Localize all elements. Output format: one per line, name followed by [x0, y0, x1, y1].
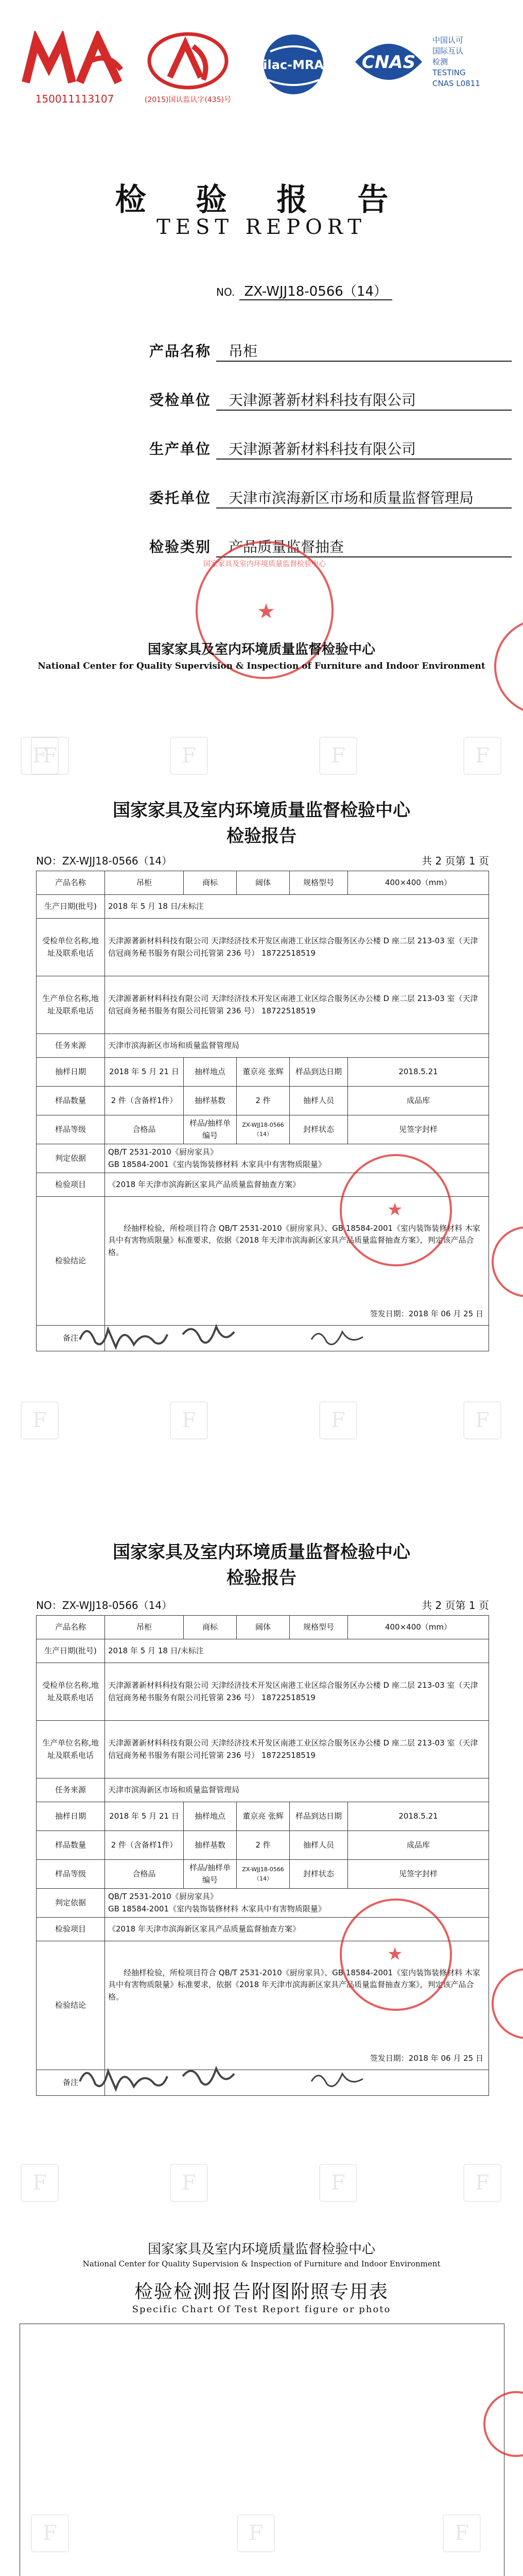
value-items: 《2018 年天津市滨海新区家具产品质量监督抽查方案》 — [105, 1173, 489, 1197]
value-product-name: 吊柜 — [105, 1616, 184, 1639]
table-row — [37, 1721, 489, 1778]
label-serial: 样品/抽样单编号 — [184, 1860, 237, 1889]
cover-footer-cn: 国家家具及室内环境质量监督检验中心 — [147, 642, 375, 657]
cnas-text: CNAS — [361, 52, 416, 73]
label-conclusion: 检验结论 — [37, 1941, 105, 2070]
cover-label: 生产单位 — [149, 440, 212, 457]
cma-logo — [21, 31, 129, 108]
value-spec: 400×400（mm） — [348, 871, 489, 895]
value-product-name: 吊柜 — [105, 871, 184, 895]
label-brand: 商标 — [184, 871, 237, 895]
table-row — [37, 1087, 489, 1115]
report-title-2: 检验报告 — [226, 826, 297, 846]
watermark-icon: F — [443, 2514, 481, 2552]
value-model: 阔体 — [237, 1616, 290, 1639]
value-grade: 合格品 — [105, 1860, 184, 1889]
label-sample-base: 抽样基数 — [184, 1831, 237, 1860]
watermark-icon: F — [319, 737, 357, 775]
cover-value: 天津市滨海新区市场和质量监督管理局 — [216, 487, 512, 509]
signature-approve-graphic — [77, 2061, 170, 2097]
label-product-name: 产品名称 — [37, 871, 105, 895]
report-seal: ★ — [340, 1899, 452, 2011]
value-prod-date: 2018 年 5 月 18 日/未标注 — [105, 1639, 489, 1663]
appendix-edge-seal — [483, 2391, 523, 2457]
label-sample-date: 抽样日期 — [37, 1802, 105, 1831]
label-producer: 生产单位名称,地址及联系电话 — [37, 976, 105, 1034]
watermark-icon: F — [463, 737, 501, 775]
watermark-icon: F — [170, 2164, 208, 2202]
value-sampler: 董京亮 张辉 — [237, 1802, 290, 1831]
appendix-org-en: National Center for Quality Supervision & Inspection of Furniture and Indoor Environment — [82, 2259, 441, 2268]
ilac-logo — [250, 31, 337, 108]
signature-main-graphic — [309, 2063, 365, 2094]
cnas-logo-graphic — [350, 31, 427, 93]
cover-label: 受检单位 — [149, 392, 212, 409]
cal-code: (2015)国认监认字(435)号 — [144, 96, 232, 104]
cma-logo-graphic — [21, 31, 129, 88]
cnas-cn2: 国际互认 — [432, 46, 464, 56]
watermark-icon: F — [21, 737, 59, 775]
report-seal: ★ — [340, 1154, 452, 1266]
cover-row-category — [149, 536, 344, 556]
value-seal-note: 见签字封样 — [348, 1860, 489, 1889]
label-serial: 样品/抽样单编号 — [184, 1115, 237, 1144]
value-sample-date: 2018 年 5 月 21 日 — [105, 1802, 184, 1831]
label-task-source: 任务来源 — [37, 1778, 105, 1802]
cal-logo-graphic — [142, 31, 234, 90]
label-grade: 样品等级 — [37, 1115, 105, 1144]
value-sample-count: 2 件（含备样1件） — [105, 1831, 184, 1860]
label-basis: 判定依据 — [37, 1889, 105, 1918]
svg-text:ilac-MRA: ilac-MRA — [263, 58, 324, 72]
cnas-cn1: 中国认可 — [432, 36, 464, 45]
cover-value: 产品质量监督抽查 — [216, 536, 512, 557]
report-title-2: 检验报告 — [226, 1568, 297, 1588]
cover-no-label: NO. — [216, 286, 235, 298]
value-sample-count: 2 件（含备样1件） — [105, 1087, 184, 1115]
signature-audit-graphic — [180, 1319, 237, 1355]
ilac-logo-graphic — [250, 31, 337, 98]
value-sample-base: 2 件 — [237, 1087, 290, 1115]
cover-footer-en: National Center for Quality Supervision & Inspection of Furniture and Indoor Environment — [38, 661, 485, 671]
label-items: 检验项目 — [37, 1173, 105, 1197]
appendix-org-cn: 国家家具及室内环境质量监督检验中心 — [147, 2242, 375, 2257]
cnas-logo — [350, 31, 504, 108]
signature-main — [309, 2063, 365, 2100]
table-row — [37, 1778, 489, 1802]
value-basis-2: GB 18584-2001《室内装饰装修材料 木家具中有害物质限量》 — [108, 1159, 326, 1169]
value-prod-date: 2018 年 5 月 18 日/未标注 — [105, 895, 489, 919]
table-row — [37, 1802, 489, 1831]
watermark-icon: F — [31, 2514, 69, 2552]
label-sample-date: 抽样日期 — [37, 1058, 105, 1087]
watermark-icon: F — [463, 2164, 501, 2202]
table-row — [37, 1831, 489, 1860]
label-inspected: 受检单位名称,地址及联系电话 — [37, 919, 105, 976]
report-table — [36, 871, 489, 1351]
appendix-title-en: Specific Chart Of Test Report figure or photo — [132, 2304, 391, 2315]
label-arrival-date: 样品到达日期 — [290, 1058, 348, 1087]
label-sampler: 抽样人员 — [290, 1831, 348, 1860]
report-page-info: 共 2 页第 1 页 — [422, 1599, 489, 1612]
cover-page — [0, 0, 523, 768]
cover-label: 委托单位 — [149, 489, 212, 506]
table-row — [37, 1616, 489, 1639]
value-spec: 400×400（mm） — [348, 1616, 489, 1639]
label-task-source: 任务来源 — [37, 1034, 105, 1058]
label-remarks: 备注 — [37, 2070, 105, 2096]
report-table — [36, 1615, 489, 2096]
value-inspected: 天津源著新材料科技有限公司 天津经济技术开发区南港工业区综合服务区办公楼 D 座二层 213-03 室（天津信冠商务秘书服务有限公司托管第 236 号） 18722518519 — [105, 919, 489, 976]
value-producer: 天津源著新材料科技有限公司 天津经济技术开发区南港工业区综合服务区办公楼 D 座二层 213-03 室（天津信冠商务秘书服务有限公司托管第 236 号） 18722518519 — [105, 976, 489, 1034]
label-sample-base: 抽样基数 — [184, 1087, 237, 1115]
value-seal-note: 见签字封样 — [348, 1115, 489, 1144]
cover-row-client — [149, 487, 474, 507]
sign-date: 签发日期：2018 年 06 月 25 日 — [370, 1309, 483, 1318]
value-conclusion: 经抽样检验，所检项目符合 QB/T 2531-2010《厨房家具》、GB 18584-2001《室内装饰装修材料 木家具中有害物质限量》标准要求，依据《2018 年天津市滨海新区家具产品质量监督抽查方案》，判定该产品合格。 — [108, 1968, 480, 2002]
value-arrival-date: 2018.5.21 — [348, 1802, 489, 1831]
value-items: 《2018 年天津市滨海新区家具产品质量监督抽查方案》 — [105, 1918, 489, 1941]
cnas-en2: CNAS L0811 — [432, 79, 480, 88]
cover-row-product — [149, 340, 258, 361]
value-conclusion: 经抽样检验，所检项目符合 QB/T 2531-2010《厨房家具》、GB 18584-2001《室内装饰装修材料 木家具中有害物质限量》标准要求，依据《2018 年天津市滨海新区家具产品质量监督抽查方案》，判定该产品合格。 — [108, 1224, 480, 1257]
label-grade: 样品等级 — [37, 1860, 105, 1889]
value-task-source: 天津市滨海新区市场和质量监督管理局 — [105, 1034, 489, 1058]
label-sample-count: 样品数量 — [37, 1087, 105, 1115]
cover-no-value: ZX-WJJ18-0566（14） — [239, 284, 392, 300]
table-row — [37, 1115, 489, 1144]
label-conclusion: 检验结论 — [37, 1197, 105, 1326]
label-sample-place: 抽样地点 — [184, 1058, 237, 1087]
label-brand: 商标 — [184, 1616, 237, 1639]
value-sample-place: 成品库 — [348, 1831, 489, 1860]
watermark-icon: F — [463, 1401, 501, 1439]
signature-audit-graphic — [180, 2061, 237, 2097]
watermark-icon: F — [319, 1401, 357, 1439]
cal-logo — [142, 31, 234, 108]
watermark-icon: F — [21, 1401, 59, 1439]
table-row — [37, 1058, 489, 1087]
label-prod-date: 生产日期(批号) — [37, 895, 105, 919]
value-sample-date: 2018 年 5 月 21 日 — [105, 1058, 184, 1087]
label-product-name: 产品名称 — [37, 1616, 105, 1639]
value-arrival-date: 2018.5.21 — [348, 1058, 489, 1087]
value-basis-1: QB/T 2531-2010《厨房家具》 — [108, 1147, 218, 1157]
label-sample-count: 样品数量 — [37, 1831, 105, 1860]
signature-approve — [77, 2061, 170, 2103]
label-basis: 判定依据 — [37, 1144, 105, 1173]
report-edge-seal — [492, 1226, 523, 1297]
table-row — [37, 895, 489, 919]
table-row — [37, 976, 489, 1034]
cover-row-producer — [149, 438, 416, 459]
label-seal-state: 封样状态 — [290, 1115, 348, 1144]
cover-value: 天津源著新材料科技有限公司 — [216, 389, 512, 411]
report-number: NO：ZX-WJJ18-0566（14） — [36, 1599, 172, 1612]
cover-value: 天津源著新材料科技有限公司 — [216, 438, 512, 460]
value-basis-2: GB 18584-2001《室内装饰装修材料 木家具中有害物质限量》 — [108, 1904, 326, 1913]
table-row — [37, 1860, 489, 1889]
cover-title: 检 验 报 告 — [115, 182, 408, 218]
label-items: 检验项目 — [37, 1918, 105, 1941]
signature-approve-graphic — [77, 1319, 170, 1355]
cnas-cn3: 检测 — [432, 57, 448, 66]
watermark-icon: F — [21, 2164, 59, 2202]
label-sampler: 抽样人员 — [290, 1087, 348, 1115]
watermark-icon: F — [237, 2514, 275, 2552]
watermark-icon: F — [319, 2164, 357, 2202]
label-remarks: 备注 — [37, 1326, 105, 1351]
label-seal-state: 封样状态 — [290, 1860, 348, 1889]
table-row — [37, 1663, 489, 1721]
cover-seal-text: 国家家具及室内环境质量监督检验中心 — [203, 560, 326, 568]
table-row — [37, 919, 489, 976]
cma-code: 150011113107 — [35, 93, 114, 105]
signature-approve — [77, 1319, 170, 1361]
table-row — [37, 871, 489, 895]
label-spec: 规格型号 — [290, 1616, 348, 1639]
table-row — [37, 1639, 489, 1663]
report-number: NO：ZX-WJJ18-0566（14） — [36, 855, 172, 867]
watermark-icon: F — [170, 1401, 208, 1439]
signature-main — [309, 1321, 365, 1359]
cover-seal: ★ 国家家具及室内环境质量监督检验中心 — [196, 541, 334, 679]
value-serial: ZX-WJJ18-0566（14） — [237, 1115, 290, 1144]
value-model: 阔体 — [237, 871, 290, 895]
value-sample-base: 2 件 — [237, 1831, 290, 1860]
table-row — [37, 1034, 489, 1058]
value-serial: ZX-WJJ18-0566（14） — [237, 1860, 290, 1889]
label-arrival-date: 样品到达日期 — [290, 1802, 348, 1831]
cover-label: 检验类别 — [149, 538, 212, 555]
label-producer: 生产单位名称,地址及联系电话 — [37, 1721, 105, 1778]
watermark-icon: F — [31, 737, 69, 775]
cover-subtitle: TEST REPORT — [156, 215, 367, 239]
report-title-1: 国家家具及室内环境质量监督检验中心 — [113, 1542, 410, 1563]
cover-row-inspected — [149, 389, 416, 410]
value-basis-1: QB/T 2531-2010《厨房家具》 — [108, 1892, 218, 1902]
signature-main-graphic — [309, 1321, 365, 1352]
label-spec: 规格型号 — [290, 871, 348, 895]
value-task-source: 天津市滨海新区市场和质量监督管理局 — [105, 1778, 489, 1802]
value-sampler: 董京亮 张辉 — [237, 1058, 290, 1087]
value-inspected: 天津源著新材料科技有限公司 天津经济技术开发区南港工业区综合服务区办公楼 D 座二层 213-03 室（天津信冠商务秘书服务有限公司托管第 236 号） 18722518519 — [105, 1663, 489, 1721]
label-inspected: 受检单位名称,地址及联系电话 — [37, 1663, 105, 1721]
watermark-icon: F — [170, 737, 208, 775]
value-sample-place: 成品库 — [348, 1087, 489, 1115]
report-edge-seal — [492, 1968, 523, 2039]
cover-value: 吊柜 — [216, 340, 512, 362]
cnas-en1: TESTING — [432, 68, 466, 77]
report-title-1: 国家家具及室内环境质量监督检验中心 — [113, 800, 410, 821]
signature-audit — [180, 1319, 237, 1361]
cover-number — [216, 281, 392, 300]
label-prod-date: 生产日期(批号) — [37, 1639, 105, 1663]
cover-label: 产品名称 — [149, 343, 212, 360]
value-grade: 合格品 — [105, 1115, 184, 1144]
appendix-title-cn: 检验检测报告附图附照专用表 — [134, 2281, 389, 2302]
value-producer: 天津源著新材料科技有限公司 天津经济技术开发区南港工业区综合服务区办公楼 D 座二层 213-03 室（天津信冠商务秘书服务有限公司托管第 236 号） 18722518519 — [105, 1721, 489, 1778]
sign-date: 签发日期：2018 年 06 月 25 日 — [370, 2053, 483, 2063]
label-sample-place: 抽样地点 — [184, 1802, 237, 1831]
signature-audit — [180, 2061, 237, 2103]
report-page-info: 共 2 页第 1 页 — [422, 855, 489, 867]
